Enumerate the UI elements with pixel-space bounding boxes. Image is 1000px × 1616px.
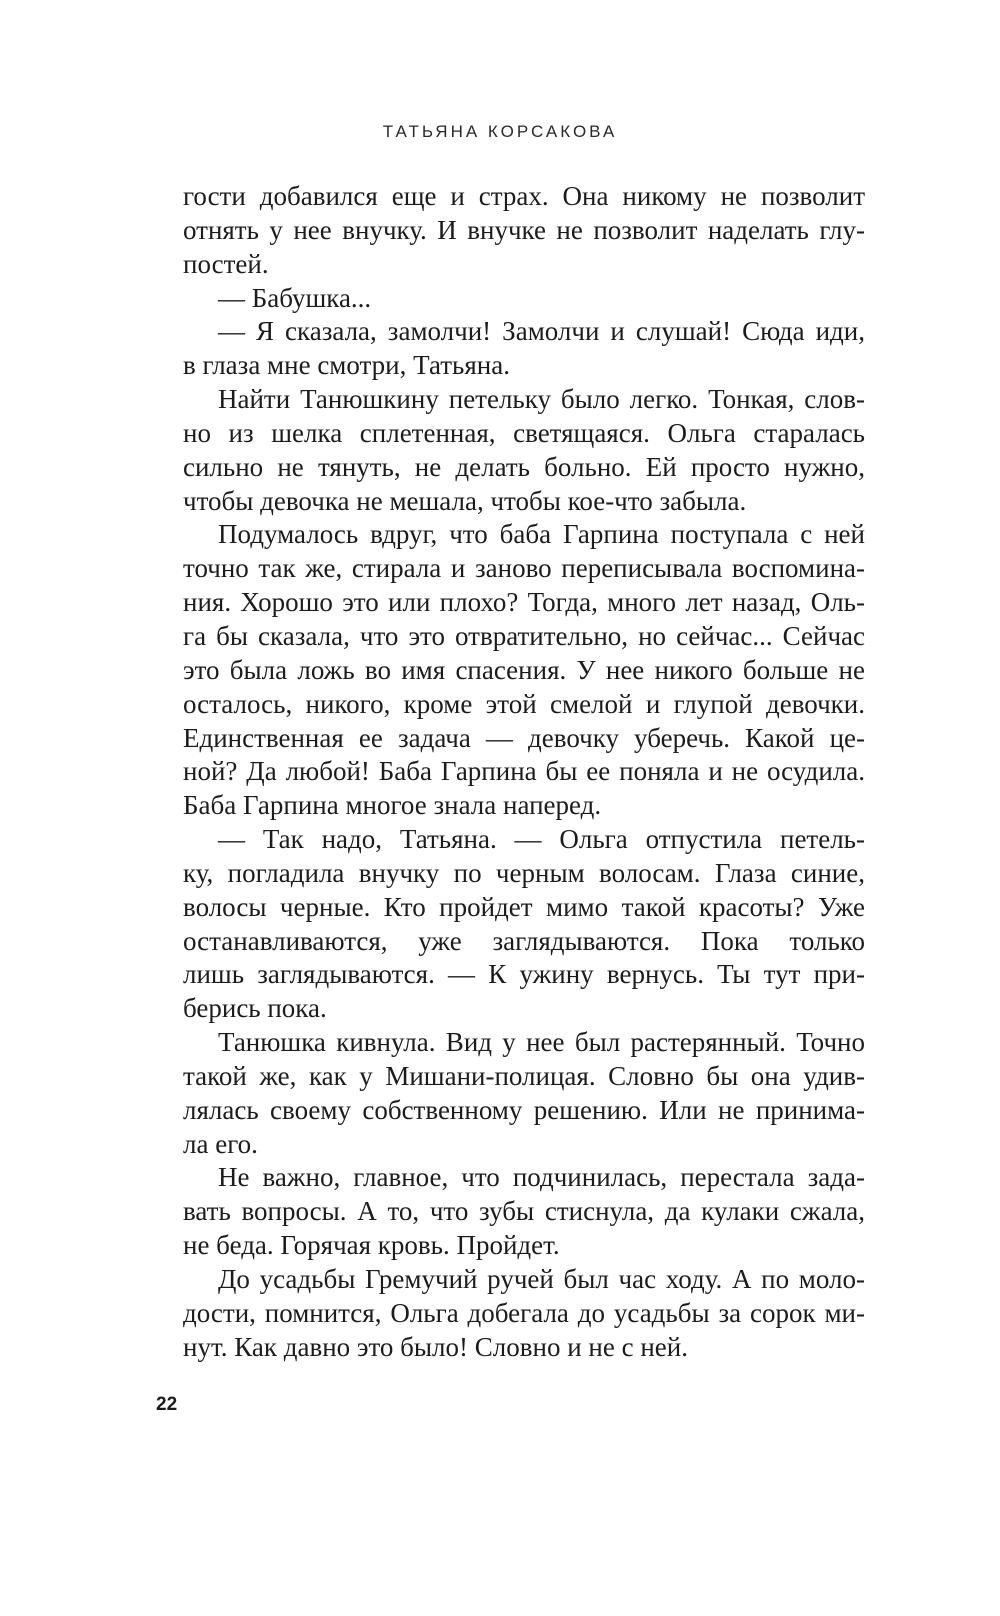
running-head: ТАТЬЯНА КОРСАКОВА	[382, 122, 618, 141]
page-number: 22	[156, 1394, 178, 1415]
text-line: га бы сказала, что это отвратительно, но сейчас... Сейчас	[183, 620, 865, 651]
text-line: точно так же, стирала и заново переписывала воспомина-	[183, 553, 865, 584]
text-line: Танюшка кивнула. Вид у нее был растерянный. Точно	[218, 1027, 865, 1058]
text-line: лялась своему собственному решению. Или не принима-	[183, 1094, 865, 1125]
text-line: Баба Гарпина многое знала наперед.	[183, 790, 602, 821]
text-line: но из шелка сплетенная, светящаяся. Ольга старалась	[183, 417, 865, 448]
text-line: гости добавился еще и страх. Она никому не позволит	[183, 181, 865, 211]
text-line: не беда. Горячая кровь. Пройдет.	[183, 1230, 560, 1261]
text-line: До усадьбы Гремучий ручей был час ходу. А по моло-	[218, 1264, 865, 1294]
text-line: — Я сказала, замолчи! Замолчи и слушай! Сюда иди,	[218, 316, 865, 347]
text-line: ния. Хорошо это или плохо? Тогда, много лет назад, Оль-	[183, 587, 865, 618]
text-line: берись пока.	[183, 993, 327, 1024]
text-line: вать вопросы. А то, что зубы стиснула, да кулаки сжала,	[183, 1196, 865, 1227]
text-line: ной? Да любой! Баба Гарпина бы ее поняла и не осудила.	[183, 756, 865, 787]
text-line: ку, погладила внучку по черным волосам. Глаза синие,	[183, 857, 865, 888]
text-line: нут. Как давно это было! Словно и не с ней.	[183, 1331, 688, 1362]
text-line: сильно не тянуть, не делать больно. Ей просто нужно,	[183, 451, 865, 482]
body-text	[183, 180, 865, 1365]
text-line: — Бабушка...	[218, 282, 372, 313]
text-line: лишь заглядываются. — К ужину вернусь. Ты тут при-	[183, 959, 865, 990]
text-line: осталось, никого, кроме этой смелой и глупой девочки.	[183, 688, 865, 719]
text-line: ла его.	[183, 1128, 258, 1159]
text-line: в глаза мне смотри, Татьяна.	[183, 350, 510, 381]
text-line: отнять у нее внучку. И внучке не позволит наделать глу-	[183, 214, 865, 245]
text-line: — Так надо, Татьяна. — Ольга отпустила петель-	[218, 824, 865, 855]
text-line: постей.	[183, 248, 269, 279]
text-line: останавливаются, уже заглядываются. Пока только	[183, 925, 865, 956]
text-line: Подумалось вдруг, что баба Гарпина поступала с ней	[218, 519, 865, 550]
text-line: Не важно, главное, что подчинилась, перестала зада-	[218, 1162, 865, 1193]
text-line: Найти Танюшкину петельку было легко. Тонкая, слов-	[218, 384, 865, 415]
text-line: чтобы девочка не мешала, чтобы кое-что забыла.	[183, 485, 747, 516]
text-line: это была ложь во имя спасения. У нее никого больше не	[183, 654, 865, 685]
text-line: дости, помнится, Ольга добегала до усадьбы за сорок ми-	[183, 1297, 865, 1328]
text-line: Единственная ее задача — девочку уберечь. Какой це-	[183, 722, 865, 753]
text-line: волосы черные. Кто пройдет мимо такой красоты? Уже	[183, 891, 865, 922]
text-line: такой же, как у Мишани-полицая. Словно бы она удив-	[183, 1060, 865, 1091]
